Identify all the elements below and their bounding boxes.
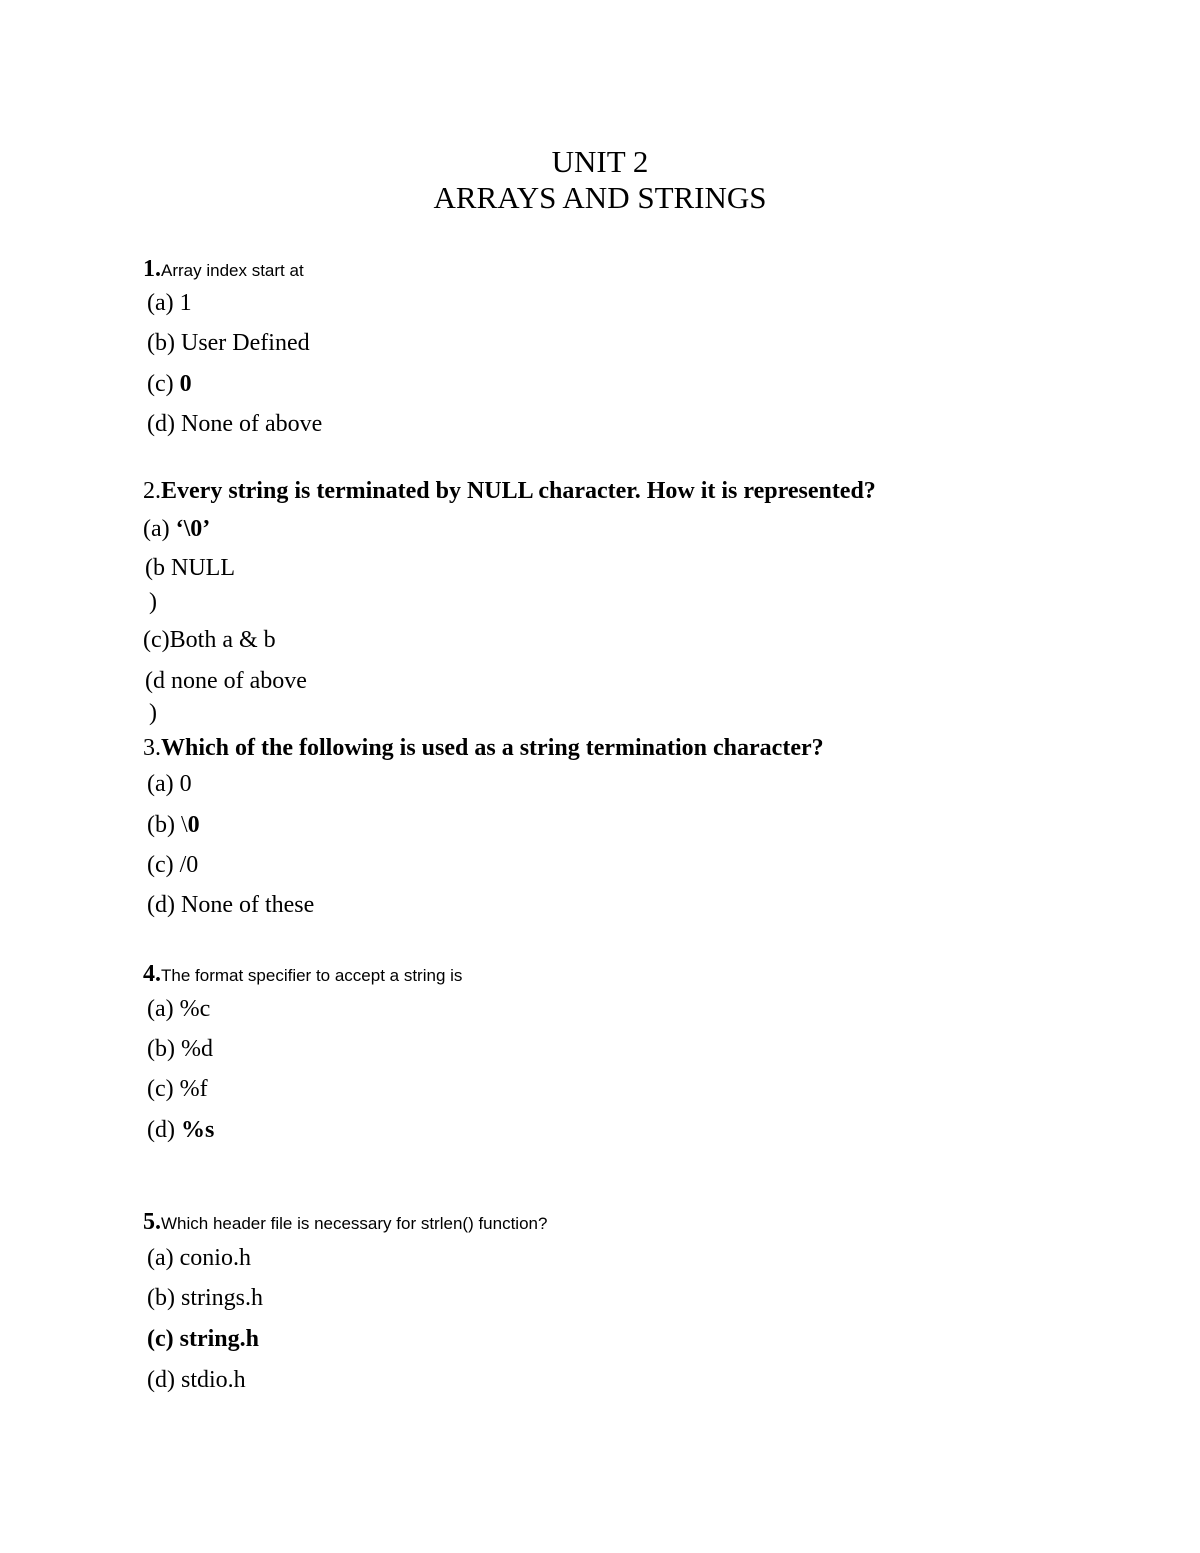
option-value: None of above [180,411,323,437]
option-value: 0 [187,812,200,838]
option-value: %f [179,1076,208,1102]
option-value: %d [180,1036,213,1062]
option-value: %s [180,1117,215,1143]
question-text: Which header file is necessary for strlen() function? [161,1214,548,1233]
option-1c [147,370,192,398]
question-text: Every string is terminated by NULL character. How it is represented? [161,478,876,504]
option-prefix: (a) [147,996,180,1022]
option-value: ) [149,700,157,726]
question-1 [143,255,304,285]
option-2d-close [149,699,157,727]
option-value: NULL [171,555,235,581]
question-number: 1. [143,256,161,282]
option-prefix: (a) [147,290,180,316]
option-5b [147,1284,263,1312]
option-value: strings.h [180,1285,263,1311]
question-text: The format specifier to accept a string is [161,966,463,985]
option-prefix: (b) [147,1285,181,1311]
option-value: Both a & b [169,627,276,653]
option-3a [147,770,192,798]
option-prefix: (b) [147,330,181,356]
option-2b-close [149,588,157,616]
option-4b [147,1035,213,1063]
option-value: stdio.h [180,1367,246,1393]
question-5 [143,1208,547,1238]
option-1b [147,329,310,357]
question-number: 2. [143,478,161,504]
option-4a [147,995,210,1023]
option-prefix: (c) [147,1326,180,1352]
document-title: ARRAYS AND STRINGS [433,180,767,215]
option-prefix: (d) [147,1117,181,1143]
option-value: %c [179,996,211,1022]
option-prefix: (b) [147,1036,181,1062]
option-prefix: (d) [147,892,181,918]
option-prefix: (c) [147,1076,180,1102]
option-prefix: (d) [147,411,181,437]
option-prefix: (d [145,668,171,694]
option-value: User Defined [180,330,310,356]
option-prefix: (a) [147,1245,180,1271]
option-prefix: (a) [147,771,180,797]
option-3b [147,811,200,839]
option-2d [145,667,307,695]
option-prefix: (b [145,555,171,581]
option-value: None of these [180,892,315,918]
option-2c [143,626,276,654]
option-prefix: (d) [147,1367,181,1393]
option-prefix: (c) [147,852,180,878]
option-3d [147,891,314,919]
option-prefix: (c) [143,627,170,653]
option-prefix: (c) [147,371,180,397]
option-prefix: (b) \ [147,812,188,838]
option-4c [147,1075,208,1103]
question-text: Array index start at [161,261,304,280]
option-value: ‘\0’ [175,516,211,542]
option-value: none of above [171,668,307,694]
unit-heading: UNIT 2 [551,144,649,179]
option-value: 0 [179,371,192,397]
option-value: conio.h [179,1245,251,1271]
option-5d [147,1366,246,1394]
option-2a [143,515,210,543]
option-4d [147,1116,214,1144]
question-number: 4. [143,961,161,987]
question-number: 5. [143,1209,161,1235]
option-value: string.h [179,1326,259,1352]
question-number: 3. [143,735,161,761]
option-1d [147,410,322,438]
question-2 [143,477,876,505]
option-value: ) [149,589,157,615]
option-value: 1 [179,290,192,316]
option-value: 0 [179,771,192,797]
question-3 [143,734,824,762]
question-text: Which of the following is used as a string termination character? [161,735,824,761]
option-prefix: (a) [143,516,176,542]
option-5a [147,1244,251,1272]
option-3c [147,851,198,879]
option-2b [145,554,235,582]
option-value: /0 [179,852,199,878]
question-4 [143,960,462,990]
option-5c [147,1325,259,1353]
option-1a [147,289,192,317]
